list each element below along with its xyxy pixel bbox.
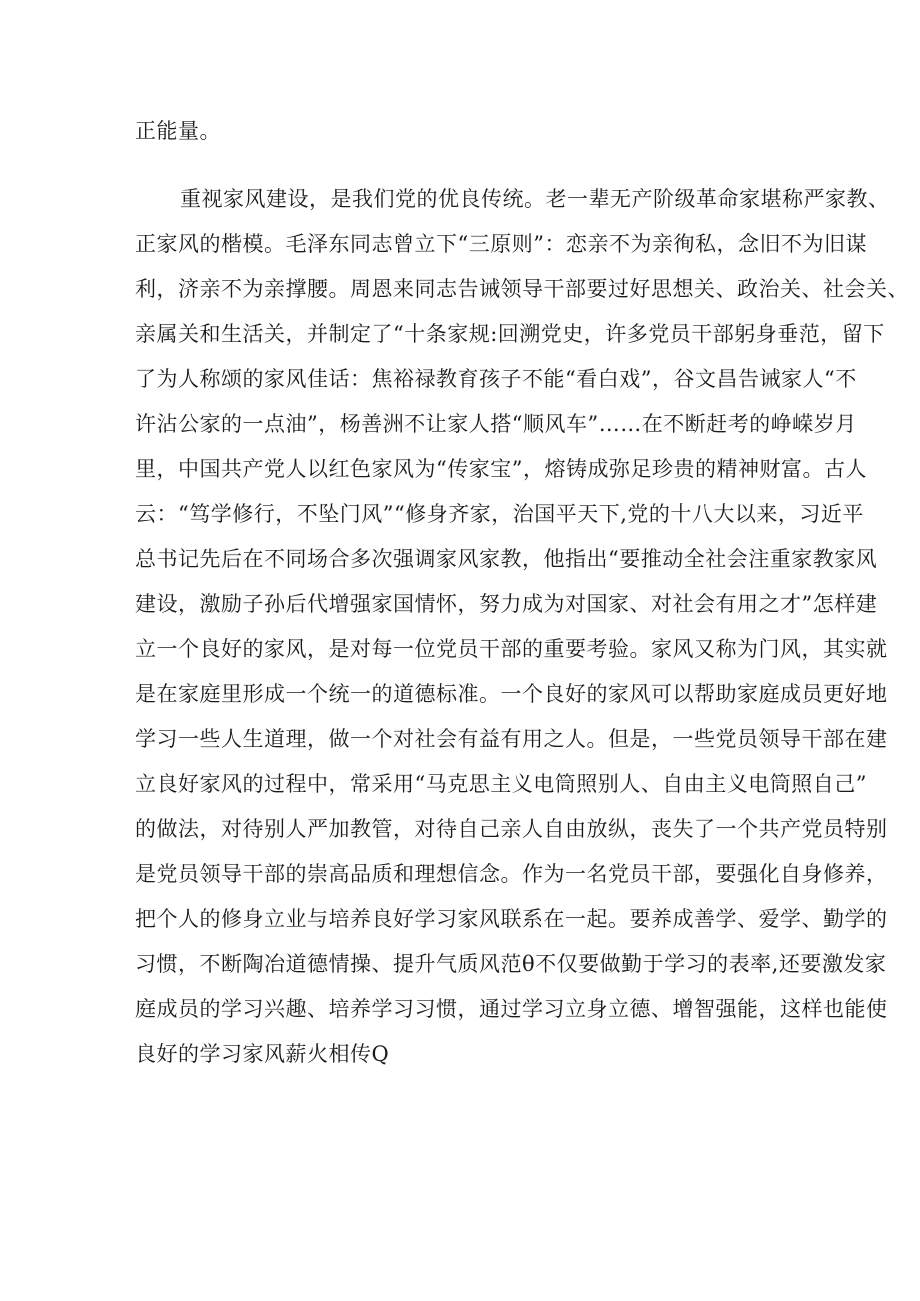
text-line-8: 里，中国共产党人以红色家风为“传家宝”，熔铸成弥足珍贵的精神财富。古人 [135, 457, 867, 481]
text-line-12: 立一个良好的家风，是对每一位党员干部的重要考验。家风又称为门风，其实就 [135, 637, 888, 661]
text-line-11: 建设，激励子孙后代增强家国情怀，努力成为对国家、对社会有用之才”怎样建 [135, 592, 878, 616]
text-line-16: 的做法，对待别人严加教管，对待自己亲人自由放纵，丧失了一个共产党员特别 [135, 817, 888, 841]
text-line-3: 正家风的楷模。毛泽东同志曾立下“三原则”：恋亲不为亲徇私，念旧不为旧谋 [135, 232, 867, 256]
text-line-20: 庭成员的学习兴趣、培养学习习惯，通过学习立身立德、增智强能，这样也能使 [135, 997, 888, 1021]
text-line-2: 重视家风建设，是我们党的优良传统。老一辈无产阶级革命家堪称严家教、 [180, 187, 890, 211]
text-line-7: 许沾公家的一点油”，杨善洲不让家人搭“顺风车”……在不断赶考的峥嵘岁月 [135, 412, 857, 436]
text-line-21: 良好的学习家风薪火相传Q [135, 1042, 390, 1066]
text-line-19: 习惯，不断陶冶道德情操、提升气质风范θ不仅要做勤于学习的表率,还要激发家 [135, 952, 887, 976]
text-line-9: 云：“笃学修行，不坠门风”“修身齐家，治国平天下,党的十八大以来，习近平 [135, 502, 864, 526]
text-line-17: 是党员领导干部的崇高品质和理想信念。作为一名党员干部，要强化自身修养， [135, 862, 888, 886]
text-line-18: 把个人的修身立业与培养良好学习家风联系在一起。要养成善学、爱学、勤学的 [135, 907, 888, 931]
text-line-4: 利，济亲不为亲撑腰。周恩来同志告诫领导干部要过好思想关、政治关、社会关、 [135, 277, 909, 301]
text-line-6: 了为人称颂的家风佳话：焦裕禄教育孩子不能“看白戏”，谷文昌告诫家人“不 [135, 367, 857, 391]
text-line-5: 亲属关和生活关，并制定了“十条家规:回溯党史，许多党员干部躬身垂范，留下 [135, 322, 885, 346]
text-line-1: 正能量。 [135, 119, 221, 143]
text-line-13: 是在家庭里形成一个统一的道德标准。一个良好的家风可以帮助家庭成员更好地 [135, 682, 888, 706]
text-line-14: 学习一些人生道理，做一个对社会有益有用之人。但是，一些党员领导干部在建 [135, 727, 888, 751]
text-line-15: 立良好家风的过程中，常采用“马克思主义电筒照别人、自由主义电筒照自己” [135, 772, 867, 796]
text-line-10: 总书记先后在不同场合多次强调家风家教，他指出“要推动全社会注重家教家风 [135, 547, 878, 571]
